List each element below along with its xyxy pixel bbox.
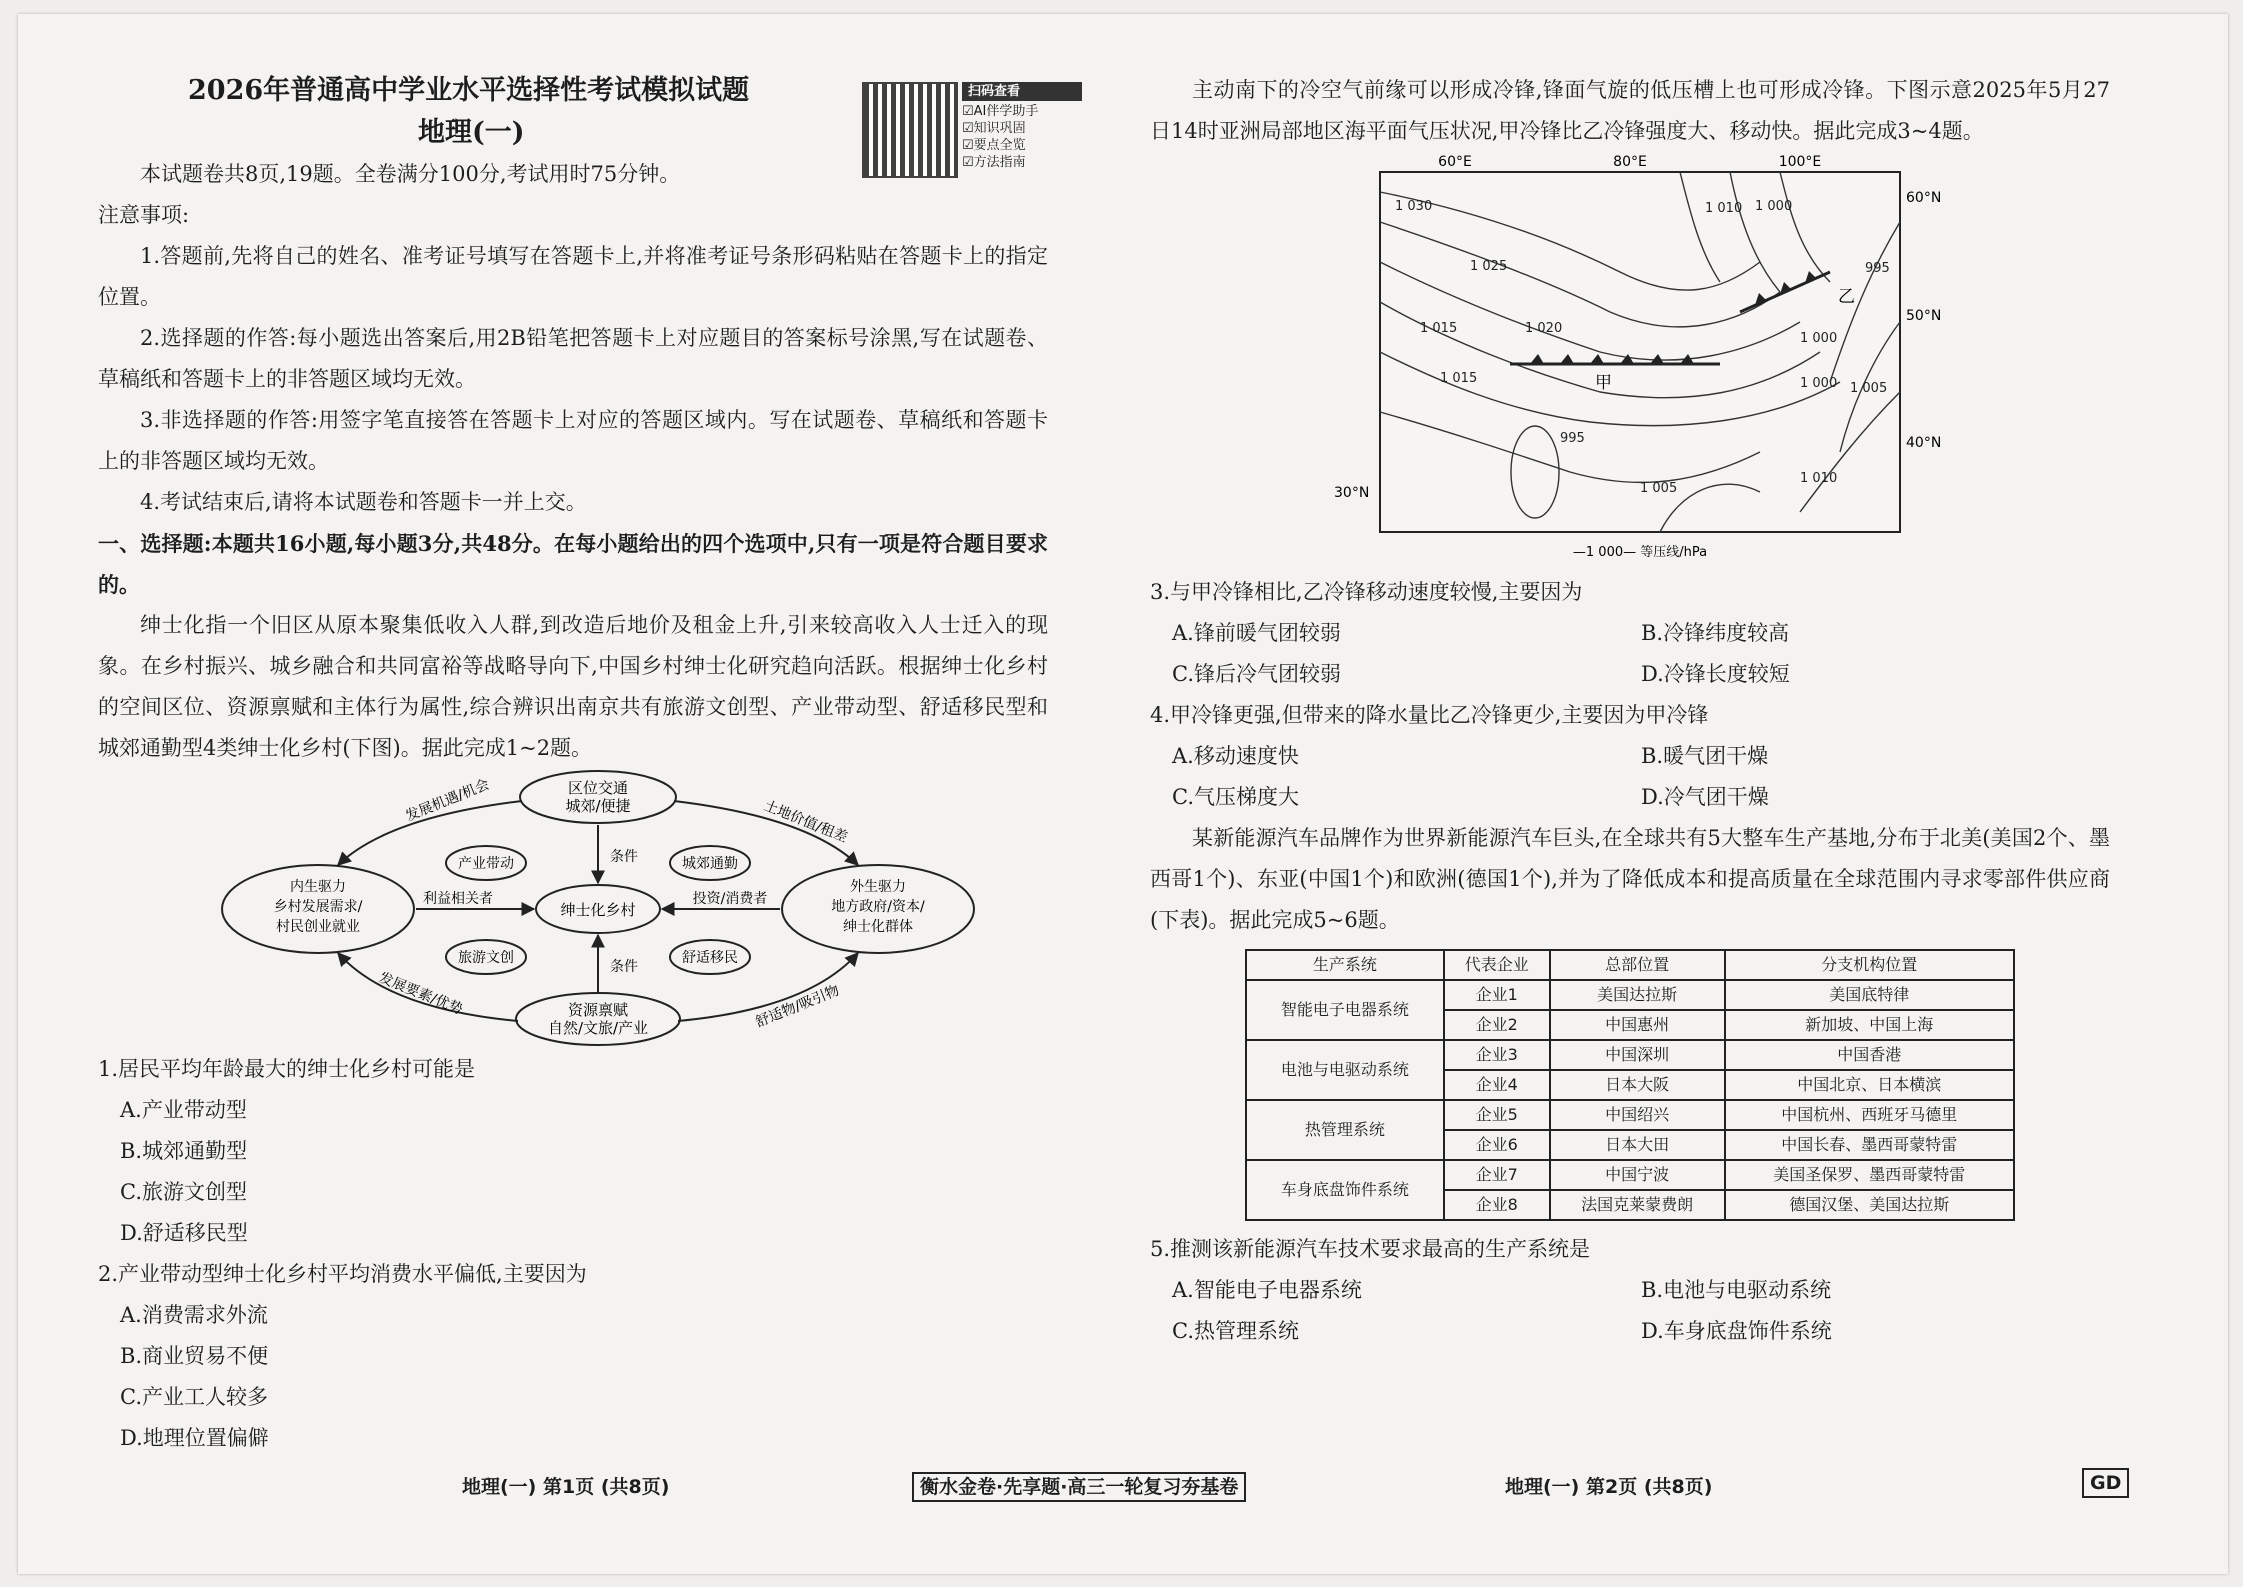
flow-migrant: 舒适移民 <box>682 950 738 966</box>
front-b: 乙 <box>1838 287 1855 307</box>
table-row: 企业6 日本大田 中国长春、墨西哥蒙特雷 <box>1246 1130 2014 1160</box>
isobar-label-3: 1 015 <box>1420 321 1458 336</box>
table-row: 智能电子电器系统 企业1 美国达拉斯 美国底特律 <box>1246 980 2014 1010</box>
option[interactable]: A.移动速度快 <box>1172 744 1299 768</box>
qr-item: ☑AI伴学助手 <box>962 104 1039 119</box>
lon-label-1: 80°E <box>1613 154 1647 170</box>
option[interactable]: A.产业带动型 <box>120 1098 247 1122</box>
flow-land: 土地价值/租差 <box>761 797 850 846</box>
map-legend: —1 000— 等压线/hPa <box>1572 545 1708 560</box>
table-header: 生产系统 <box>1246 950 1444 980</box>
flow-tourism: 旅游文创 <box>458 950 514 966</box>
flow-commute: 城郊通勤 <box>682 856 738 872</box>
option[interactable]: D.地理位置偏僻 <box>120 1426 269 1450</box>
option[interactable]: C.旅游文创型 <box>120 1180 247 1204</box>
flow-right-3: 绅士化群体 <box>843 919 913 935</box>
section-heading: 一、选择题:本题共16小题,每小题3分,共48分。在每小题给出的四个选项中,只有一项是符合题目要求的。 <box>98 531 1048 597</box>
question-2-stem: 2.产业带动型绅士化乡村平均消费水平偏低,主要因为 <box>98 1262 587 1286</box>
isobar-label-8: 1 000 <box>1800 331 1838 346</box>
table-row: 企业2 中国惠州 新加坡、中国上海 <box>1246 1010 2014 1040</box>
lat-label-2: 40°N <box>1906 435 1942 451</box>
flow-top-1: 区位交通 <box>567 779 629 797</box>
question-5-options <box>1172 1270 2110 1311</box>
table-row: 企业8 法国克莱蒙费朗 德国汉堡、美国达拉斯 <box>1246 1190 2014 1220</box>
notice-item: 2.选择题的作答:每小题选出答案后,用2B铅笔把答题卡上对应题目的答案标号涂黑,写在试题卷、草稿纸和答题卡上的非答题区域均无效。 <box>98 326 1048 391</box>
flow-left-1: 内生驱力 <box>290 879 346 895</box>
flow-stakeholder: 利益相关者 <box>423 891 493 907</box>
footer-brand <box>912 1472 1246 1499</box>
option[interactable]: B.电池与电驱动系统 <box>1641 1278 1832 1302</box>
table-row: 企业4 日本大阪 中国北京、日本横滨 <box>1246 1070 2014 1100</box>
flow-attract: 舒适物/吸引物 <box>753 982 842 1031</box>
qr-header: 扫码查看 <box>962 82 1082 101</box>
flow-opportunity: 发展机遇/机会 <box>403 776 492 825</box>
code-box: GD <box>2082 1468 2129 1498</box>
question-4-options <box>1172 736 2110 777</box>
option[interactable]: B.暖气团干燥 <box>1641 744 1769 768</box>
notice-title: 注意事项: <box>98 203 190 227</box>
flow-left-2: 乡村发展需求/ <box>273 899 363 915</box>
isobar-label-12: 1 005 <box>1640 481 1678 496</box>
option[interactable]: A.智能电子电器系统 <box>1172 1278 1362 1302</box>
question-2-options <box>120 1295 1048 1459</box>
isobar-label-0: 1 030 <box>1395 199 1433 214</box>
isobar-label-10: 995 <box>1865 261 1890 276</box>
page-1 <box>98 70 1048 1459</box>
footer-page-2: 地理(一) 第2页 (共8页) <box>1505 1476 1713 1498</box>
passage-cold-front: 主动南下的冷空气前缘可以形成冷锋,锋面气旋的低压槽上也可形成冷锋。下图示意2025年5月27日14时亚洲局部地区海平面气压状况,甲冷锋比乙冷锋强度大、移动快。据此完成3~4题。 <box>1150 78 2110 143</box>
table-row: 车身底盘饰件系统 企业7 中国宁波 美国圣保罗、墨西哥蒙特雷 <box>1246 1160 2014 1190</box>
notice-item: 3.非选择题的作答:用签字笔直接答在答题卡上对应的答题区域内。写在试题卷、草稿纸和答题卡上的非答题区域均无效。 <box>98 408 1048 473</box>
option[interactable]: C.产业工人较多 <box>120 1385 268 1409</box>
notice-item: 4.考试结束后,请将本试题卷和答题卡一并上交。 <box>140 490 587 514</box>
isobar-label-5: 1 010 <box>1705 201 1743 216</box>
isobar-label-7: 1 000 <box>1755 199 1793 214</box>
isobar-label-6: 1 005 <box>1850 381 1888 396</box>
option[interactable]: A.锋前暖气团较弱 <box>1172 621 1341 645</box>
flow-factor: 发展要素/优势 <box>376 969 465 1018</box>
flow-bottom-1: 资源禀赋 <box>567 1001 629 1019</box>
flow-industry: 产业带动 <box>458 856 514 872</box>
option[interactable]: D.冷锋长度较短 <box>1641 662 1790 686</box>
page-2 <box>1150 70 2110 1352</box>
lat-label-1: 50°N <box>1906 308 1942 324</box>
flow-center: 绅士化乡村 <box>560 901 636 919</box>
flow-right-1: 外生驱力 <box>850 879 906 895</box>
table-header: 代表企业 <box>1444 950 1550 980</box>
question-4-stem: 4.甲冷锋更强,但带来的降水量比乙冷锋更少,主要因为甲冷锋 <box>1150 703 1709 727</box>
option[interactable]: C.热管理系统 <box>1172 1319 1299 1343</box>
option[interactable]: B.商业贸易不便 <box>120 1344 269 1368</box>
notice-item: 1.答题前,先将自己的姓名、准考证号填写在答题卡上,并将准考证号条形码粘贴在答题卡上的指定位置。 <box>98 244 1048 309</box>
lon-label-2: 100°E <box>1778 154 1822 170</box>
option[interactable]: B.城郊通勤型 <box>120 1139 248 1163</box>
lat-label-0: 60°N <box>1906 190 1942 206</box>
flow-bottom-2: 自然/文旅/产业 <box>547 1019 649 1037</box>
flow-cond-bottom: 条件 <box>610 959 638 975</box>
option[interactable]: C.锋后冷气团较弱 <box>1172 662 1341 686</box>
isobar-label-11: 995 <box>1560 431 1585 446</box>
qr-item: ☑知识巩固 <box>962 121 1026 136</box>
isobar-label-9: 1 000 <box>1800 376 1838 391</box>
question-1-stem: 1.居民平均年龄最大的绅士化乡村可能是 <box>98 1057 476 1081</box>
table-row: 电池与电驱动系统 企业3 中国深圳 中国香港 <box>1246 1040 2014 1070</box>
table-header: 分支机构位置 <box>1725 950 2014 980</box>
flow-left-3: 村民创业就业 <box>276 919 360 935</box>
table-header: 总部位置 <box>1550 950 1725 980</box>
flow-cond-top: 条件 <box>610 849 638 865</box>
front-a: 甲 <box>1595 373 1612 393</box>
option[interactable]: A.消费需求外流 <box>120 1303 268 1327</box>
option[interactable]: B.冷锋纬度较高 <box>1641 621 1790 645</box>
brand-box: 衡水金卷·先享题·高三一轮复习夯基卷 <box>912 1472 1246 1502</box>
question-3-options <box>1172 613 2110 654</box>
qr-item: ☑方法指南 <box>962 155 1026 170</box>
exam-intro: 本试题卷共8页,19题。全卷满分100分,考试用时75分钟。 <box>140 162 681 186</box>
option[interactable]: D.冷气团干燥 <box>1641 785 1769 809</box>
option[interactable]: D.舒适移民型 <box>120 1221 248 1245</box>
table-row: 热管理系统 企业5 中国绍兴 中国杭州、西班牙马德里 <box>1246 1100 2014 1130</box>
question-3-stem: 3.与甲冷锋相比,乙冷锋移动速度较慢,主要因为 <box>1150 580 1583 604</box>
question-5-stem: 5.推测该新能源汽车技术要求最高的生产系统是 <box>1150 1237 1591 1261</box>
passage-gentrification: 绅士化指一个旧区从原本聚集低收入人群,到改造后地价及租金上升,引来较高收入人士迁入的现象。在乡村振兴、城乡融合和共同富裕等战略导向下,中国乡村绅士化研究趋向活跃。根据绅士化乡村的空间区位、资源禀赋和主体行为属性,综合辨识出南京共有旅游文创型、产业带动型、舒适移民型和城郊通勤型4类绅士化乡村(下图)。据此完成1~2题。 <box>98 613 1048 760</box>
footer-code <box>2082 1472 2129 1494</box>
isobar-label-2: 1 020 <box>1525 321 1563 336</box>
lon-label-0: 60°E <box>1438 154 1472 170</box>
isobar-label-13: 1 010 <box>1800 471 1838 486</box>
passage-ev: 某新能源汽车品牌作为世界新能源汽车巨头,在全球共有5大整车生产基地,分布于北美(美国2个、墨西哥1个)、东亚(中国1个)和欧洲(德国1个),并为了降低成本和提高质量在全球范围内寻求零部件供应商(下表)。据此完成5~6题。 <box>1150 826 2110 932</box>
exam-title: 2026年普通高中学业水平选择性考试模拟试题 <box>188 75 750 106</box>
flow-right-2: 地方政府/资本/ <box>831 899 925 915</box>
supplier-table <box>1245 949 2015 1221</box>
flow-top-2: 城郊/便捷 <box>565 797 631 815</box>
flow-investor: 投资/消费者 <box>692 891 768 907</box>
option[interactable]: C.气压梯度大 <box>1172 785 1299 809</box>
isobar-map <box>1150 152 2110 572</box>
gentrification-diagram <box>98 769 1048 1049</box>
exam-subject: 地理(一) <box>418 117 525 148</box>
qr-item: ☑要点全览 <box>962 138 1026 153</box>
isobar-label-4: 1 015 <box>1440 371 1478 386</box>
question-1-options <box>120 1090 1048 1254</box>
isobar-label-1: 1 025 <box>1470 259 1508 274</box>
lat-label-3: 30°N <box>1334 485 1370 501</box>
option[interactable]: D.车身底盘饰件系统 <box>1641 1319 1832 1343</box>
footer-page-1: 地理(一) 第1页 (共8页) <box>462 1476 670 1498</box>
